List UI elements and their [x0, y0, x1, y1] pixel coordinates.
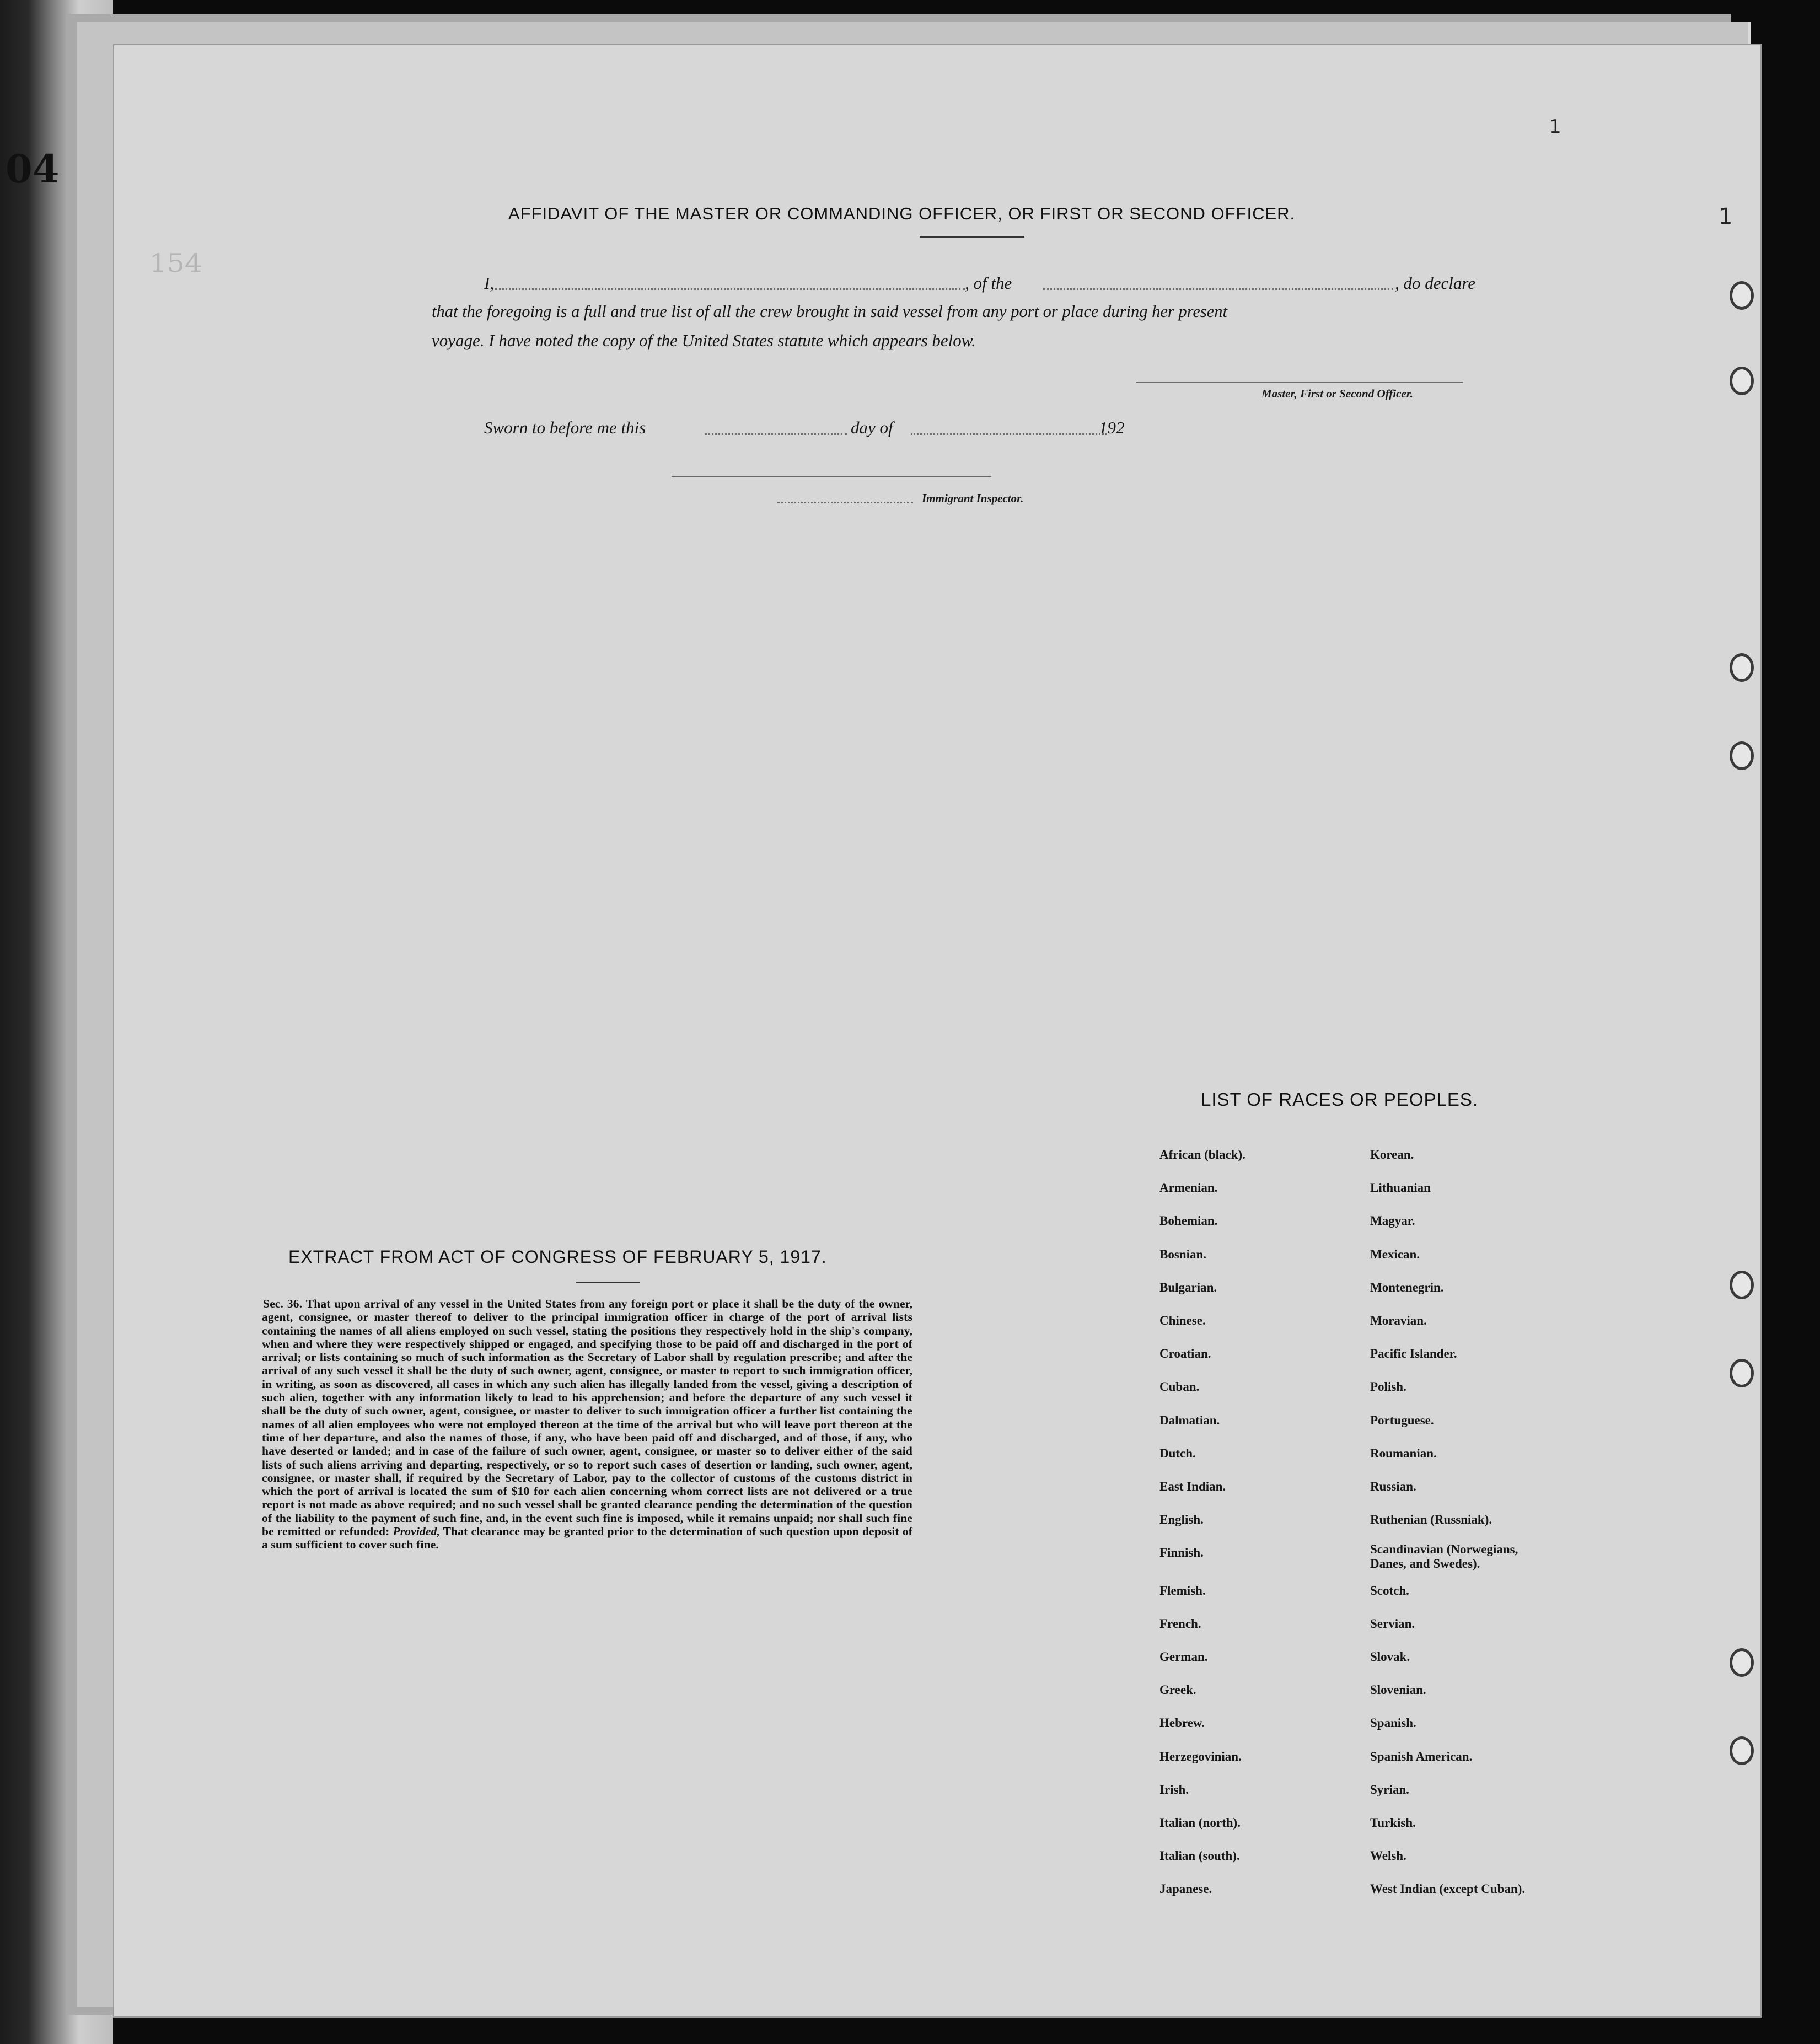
- race-item: German.: [1159, 1650, 1208, 1664]
- race-item: Bosnian.: [1159, 1247, 1207, 1261]
- pencil-tick: 1: [1549, 116, 1561, 138]
- section-label: Sec. 36.: [263, 1297, 303, 1310]
- sworn-label: Sworn to before me this: [484, 418, 646, 437]
- punch-hole: [1730, 367, 1754, 395]
- race-item: Pacific Islander.: [1370, 1347, 1457, 1361]
- race-item: African (black).: [1159, 1148, 1245, 1161]
- race-item: Magyar.: [1370, 1214, 1415, 1228]
- punch-hole: [1730, 1271, 1754, 1299]
- race-item: East Indian.: [1159, 1480, 1226, 1493]
- inspector-signature-line[interactable]: [672, 476, 991, 477]
- race-item: Hebrew.: [1159, 1716, 1205, 1730]
- race-item: Chinese.: [1159, 1314, 1206, 1327]
- punch-hole: [1730, 741, 1754, 770]
- race-item: Montenegrin.: [1370, 1280, 1444, 1294]
- month-blank[interactable]: [911, 433, 1107, 435]
- race-item: Italian (north).: [1159, 1816, 1241, 1830]
- race-item: Croatian.: [1159, 1347, 1211, 1361]
- statute-text: [262, 1297, 912, 1552]
- race-item: Moravian.: [1370, 1314, 1427, 1327]
- race-item: Herzegovinian.: [1159, 1749, 1242, 1763]
- race-item: Italian (south).: [1159, 1849, 1240, 1863]
- race-item: Armenian.: [1159, 1181, 1218, 1195]
- race-item: Portuguese.: [1370, 1413, 1434, 1427]
- vessel-blank[interactable]: [1043, 288, 1393, 290]
- affidavit-i-label: I,: [484, 273, 495, 293]
- race-item: Syrian.: [1370, 1782, 1409, 1796]
- race-item: Dutch.: [1159, 1446, 1196, 1460]
- punch-hole: [1730, 1359, 1754, 1387]
- margin-mark: 1: [1719, 204, 1733, 229]
- race-item: Korean.: [1370, 1148, 1414, 1161]
- race-item: Welsh.: [1370, 1849, 1406, 1863]
- race-item: Lithuanian: [1370, 1181, 1431, 1195]
- affidavit-title: AFFIDAVIT OF THE MASTER OR COMMANDING OFFICER, OR FIRST OR SECOND OFFICER.: [508, 204, 1296, 223]
- edge-page-number: 04: [6, 146, 60, 192]
- of-the-label: , of the: [965, 273, 1012, 293]
- race-item: Polish.: [1370, 1380, 1406, 1394]
- punch-hole: [1730, 1736, 1754, 1765]
- race-item: West Indian (except Cuban).: [1370, 1882, 1526, 1896]
- affidavit-line-3: voyage. I have noted the copy of the United States statute which appears below.: [432, 331, 976, 350]
- title-underline: [920, 236, 1024, 238]
- inspector-name-blank[interactable]: [777, 502, 913, 503]
- race-item: Cuban.: [1159, 1380, 1200, 1394]
- race-item: Servian.: [1370, 1616, 1415, 1631]
- statute-body: That upon arrival of any vessel in the United States from any foreign port or place it shall be the duty of the owner, agent, consignee, or master thereof to deliver to the principal immigration officer in charge of the port of arrival lists containing the names of all aliens employed on such vessel, stating the positions they respectively hold in the ship's company, when and where they were respectively shipped or engaged, and specifying those to be paid off and discharged in the port of arrival; or lists containing so much of such information as the Secretary of Labor shall by regulation prescribe; and after the arrival of any such vessel it shall be the duty of such owner, agent, consignee, or master to report to such immigration officer, in writing, as soon as discovered, all cases in which any such alien has illegally landed from the vessel, giving a description of such alien, together with any information likely to lead to his apprehension; and before the departure of any such vessel it shall be the duty of such owner, agent, consignee, or master to deliver to such immigration officer a further list containing the names of all alien employees who were not employed thereon at the time of the arrival but who will leave port thereon at the time of her departure, and also the names of those, if any, who have been paid off and discharged, and of those, if any, who have deserted or landed; and in case of the failure of such owner, agent, consignee, or master so to deliver either of the said lists of such aliens arriving and departing, respectively, or so to report such cases of desertion or landing, such owner, agent, consignee, or master shall, if required by the Secretary of Labor, pay to the collector of customs of the customs district in which the port of arrival is located the sum of $10 for each alien concerning whom correct lists are not delivered or a true report is not made as above required; and no such vessel shall be granted clearance pending the determination of the question of the liability to the payment of such fine, and, in the event such fine is imposed, while it remains unpaid; nor shall such fine be remitted or refunded:: [262, 1297, 912, 1539]
- statute-proviso: That clearance may be granted prior to the determination of such question upon deposit of a sum sufficient to cover such fine.: [262, 1525, 913, 1552]
- day-of-label: day of: [851, 418, 893, 437]
- race-item: Russian.: [1370, 1480, 1416, 1493]
- inspector-caption: Immigrant Inspector.: [922, 492, 1024, 505]
- race-item: English.: [1159, 1513, 1204, 1527]
- race-item: Spanish American.: [1370, 1749, 1473, 1763]
- race-item: Flemish.: [1159, 1583, 1206, 1597]
- master-signature-line[interactable]: [1136, 382, 1463, 383]
- race-item: Bohemian.: [1159, 1214, 1218, 1228]
- extract-title: EXTRACT FROM ACT OF CONGRESS OF FEBRUARY 5, 1917.: [288, 1247, 827, 1267]
- race-item: Ruthenian (Russniak).: [1370, 1513, 1492, 1527]
- name-blank[interactable]: [495, 288, 965, 290]
- race-item: Dalmatian.: [1159, 1413, 1220, 1427]
- stamped-number: 154: [149, 248, 203, 278]
- race-item: Irish.: [1159, 1782, 1189, 1796]
- day-blank[interactable]: [705, 433, 847, 435]
- year-prefix: 192: [1099, 418, 1125, 437]
- do-declare-label: , do declare: [1395, 273, 1476, 293]
- race-item: Scotch.: [1370, 1583, 1409, 1597]
- race-item: Slovenian.: [1370, 1683, 1426, 1697]
- race-item: Roumanian.: [1370, 1446, 1437, 1460]
- punch-hole: [1730, 281, 1754, 310]
- race-item: Finnish.: [1159, 1546, 1204, 1560]
- races-title: LIST OF RACES OR PEOPLES.: [1201, 1089, 1479, 1110]
- race-item: Greek.: [1159, 1683, 1196, 1697]
- extract-underline: [576, 1282, 640, 1283]
- race-item: Bulgarian.: [1159, 1280, 1217, 1294]
- master-caption: Master, First or Second Officer.: [1261, 387, 1413, 400]
- race-item: Japanese.: [1159, 1882, 1212, 1896]
- race-item: Slovak.: [1370, 1650, 1410, 1664]
- punch-hole: [1730, 653, 1754, 682]
- race-item: Spanish.: [1370, 1716, 1416, 1730]
- proviso-word: Provided,: [393, 1525, 441, 1539]
- race-item: French.: [1159, 1616, 1201, 1631]
- race-item: Turkish.: [1370, 1816, 1416, 1830]
- affidavit-line-2: that the foregoing is a full and true list of all the crew brought in said vessel from any port or place during her present: [432, 302, 1228, 321]
- race-item: Mexican.: [1370, 1247, 1420, 1261]
- race-item: Scandinavian (Norwegians, Danes, and Swedes).: [1370, 1542, 1518, 1571]
- punch-hole: [1730, 1648, 1754, 1677]
